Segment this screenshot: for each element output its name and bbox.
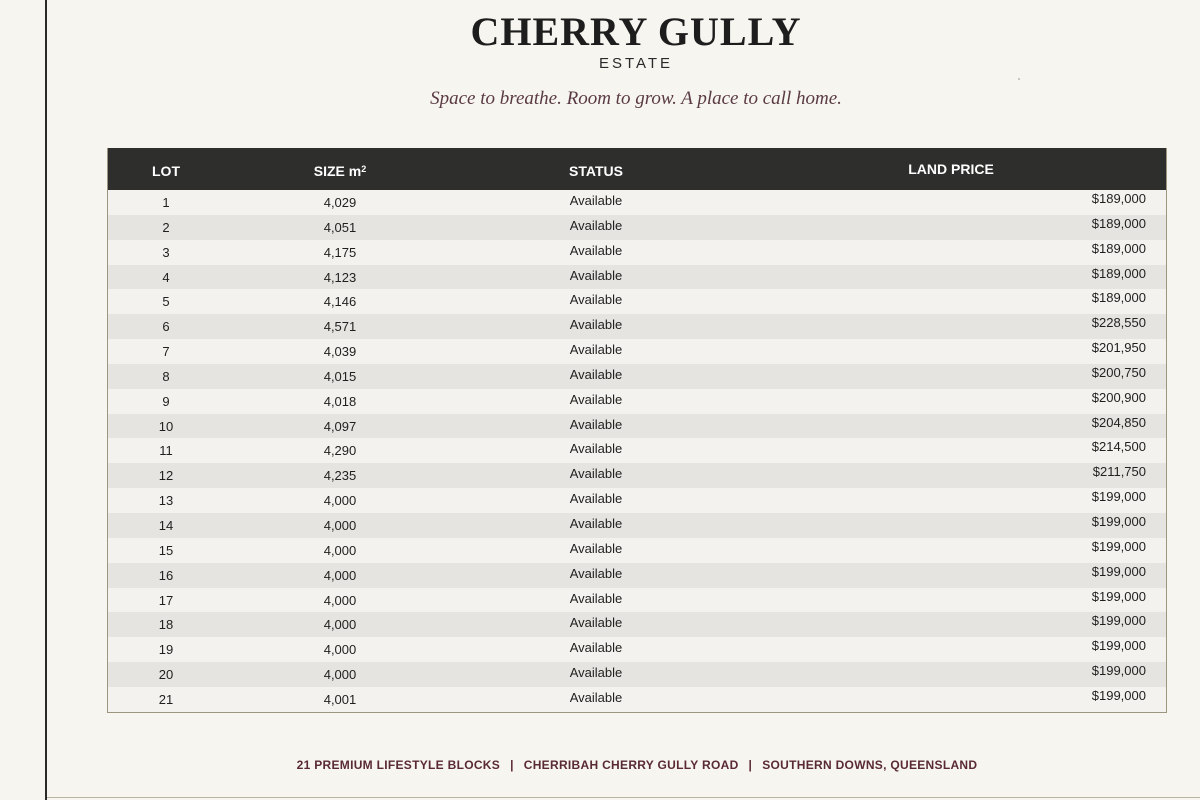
cell-size: 4,000 [323, 667, 357, 683]
cell-lot: 5 [162, 294, 170, 310]
cell-size: 4,175 [323, 244, 357, 260]
cell-size: 4,018 [323, 393, 357, 409]
cell-size: 4,051 [323, 219, 357, 235]
table-row [108, 463, 1166, 488]
cell-price: $204,850 [1091, 414, 1146, 430]
table-row [108, 339, 1166, 364]
table-row [108, 364, 1166, 389]
table-row [108, 538, 1166, 563]
cell-size: 4,029 [323, 195, 357, 210]
footer-separator: | [748, 758, 753, 772]
cell-size: 4,001 [323, 691, 357, 707]
cell-status: Available [569, 366, 623, 382]
cell-lot: 17 [158, 592, 174, 608]
table-row [108, 563, 1166, 588]
table-row [108, 438, 1166, 463]
cell-size: 4,039 [323, 344, 357, 360]
table-row [108, 612, 1166, 637]
cell-price: $211,750 [1092, 464, 1146, 480]
cell-price: $199,000 [1091, 489, 1146, 505]
table-row [108, 588, 1166, 613]
table-row [108, 687, 1166, 712]
table-row [108, 215, 1166, 240]
cell-status: Available [569, 640, 623, 656]
table-row [108, 488, 1166, 513]
col-header-size-superscript: 2 [361, 164, 367, 174]
cell-status: Available [569, 540, 623, 556]
cell-lot: 9 [162, 393, 170, 409]
cell-lot: 20 [158, 667, 174, 683]
estate-subtitle: ESTATE [598, 55, 674, 72]
cell-price: $201,950 [1091, 340, 1146, 356]
table-row [108, 265, 1166, 290]
cell-size: 4,000 [323, 592, 357, 608]
cell-size: 4,000 [323, 542, 357, 558]
table-row [108, 190, 1166, 215]
cell-price: $199,000 [1091, 638, 1146, 654]
cell-price: $189,000 [1091, 265, 1146, 281]
col-header-status: STATUS [569, 163, 623, 179]
cell-price: $199,000 [1091, 588, 1146, 604]
footer-separator: | [510, 758, 514, 772]
cell-lot: 14 [158, 517, 174, 533]
table-row [108, 662, 1166, 687]
cell-lot: 18 [158, 617, 174, 633]
cell-price: $189,000 [1091, 191, 1146, 206]
cell-price: $189,000 [1091, 240, 1146, 256]
cell-status: Available [569, 441, 623, 457]
scan-speck [1018, 78, 1020, 80]
cell-size: 4,015 [323, 368, 357, 384]
cell-price: $199,000 [1091, 513, 1146, 529]
cell-size: 4,235 [323, 468, 357, 484]
cell-lot: 10 [158, 418, 174, 434]
footer [0, 758, 1200, 772]
table-row [108, 240, 1166, 265]
estate-tagline: Space to breathe. Room to grow. A place to call home. [430, 88, 842, 109]
cell-price: $228,550 [1091, 315, 1146, 331]
cell-lot: 21 [158, 691, 174, 707]
estate-title: CHERRY GULLY [470, 9, 802, 54]
cell-size: 4,000 [323, 517, 357, 533]
cell-status: Available [569, 317, 623, 333]
cell-lot: 8 [162, 368, 170, 384]
table-row [108, 414, 1166, 439]
price-list-table [107, 148, 1167, 713]
cell-status: Available [569, 466, 623, 482]
table-row [108, 389, 1166, 414]
cell-price: $199,000 [1091, 563, 1146, 579]
table-row [108, 289, 1166, 314]
col-header-lot: LOT [152, 163, 180, 179]
cell-status: Available [569, 515, 623, 531]
cell-lot: 11 [159, 443, 173, 459]
cell-lot: 12 [158, 468, 174, 484]
cell-price: $199,000 [1091, 613, 1146, 629]
cell-status: Available [569, 689, 623, 705]
cell-lot: 3 [162, 244, 170, 260]
cell-price: $200,750 [1091, 364, 1146, 380]
footer-blocks: 21 PREMIUM LIFESTYLE BLOCKS [296, 758, 501, 772]
cell-status: Available [569, 391, 623, 407]
page-left-border [45, 0, 47, 800]
col-header-price: LAND PRICE [908, 161, 994, 177]
cell-size: 4,000 [323, 567, 357, 583]
cell-price: $189,000 [1091, 290, 1146, 306]
cell-price: $199,000 [1091, 663, 1146, 679]
cell-status: Available [569, 565, 623, 581]
cell-status: Available [569, 416, 623, 432]
footer-road: CHERRIBAH CHERRY GULLY ROAD [523, 758, 739, 772]
cell-lot: 15 [158, 542, 174, 558]
cell-price: $189,000 [1091, 215, 1146, 231]
table-header [108, 148, 1166, 190]
cell-lot: 1 [162, 195, 170, 210]
table-row [108, 637, 1166, 662]
cell-status: Available [569, 491, 623, 507]
table-body [108, 190, 1166, 712]
table-row [108, 314, 1166, 339]
cell-lot: 4 [162, 269, 170, 285]
cell-status: Available [569, 342, 623, 358]
cell-lot: 19 [158, 642, 174, 658]
cell-price: $199,000 [1091, 687, 1146, 703]
cell-price: $200,900 [1091, 389, 1146, 405]
table-row [108, 513, 1166, 538]
cell-status: Available [569, 590, 623, 606]
cell-size: 4,123 [323, 269, 357, 285]
cell-size: 4,290 [323, 443, 357, 459]
cell-lot: 13 [158, 493, 174, 509]
page-bottom-border [47, 797, 1200, 798]
cell-status: Available [569, 615, 623, 631]
cell-lot: 2 [162, 219, 170, 235]
cell-status: Available [569, 242, 623, 258]
cell-size: 4,097 [323, 418, 357, 434]
cell-size: 4,000 [323, 642, 357, 658]
col-header-size-label: SIZE m [313, 163, 362, 179]
cell-size: 4,571 [323, 319, 357, 335]
cell-status: Available [569, 267, 623, 283]
cell-size: 4,146 [323, 294, 357, 310]
cell-status: Available [569, 217, 623, 233]
col-header-size [278, 148, 402, 190]
cell-size: 4,000 [323, 617, 357, 633]
cell-status: Available [569, 665, 623, 681]
footer-region: SOUTHERN DOWNS, QUEENSLAND [762, 758, 978, 772]
cell-size: 4,000 [323, 493, 357, 509]
cell-price: $199,000 [1091, 538, 1146, 554]
cell-status: Available [569, 292, 623, 308]
cell-price: $214,500 [1091, 439, 1146, 455]
cell-lot: 7 [162, 344, 170, 360]
cell-lot: 6 [162, 319, 170, 335]
cell-lot: 16 [158, 567, 174, 583]
cell-status: Available [569, 193, 623, 208]
